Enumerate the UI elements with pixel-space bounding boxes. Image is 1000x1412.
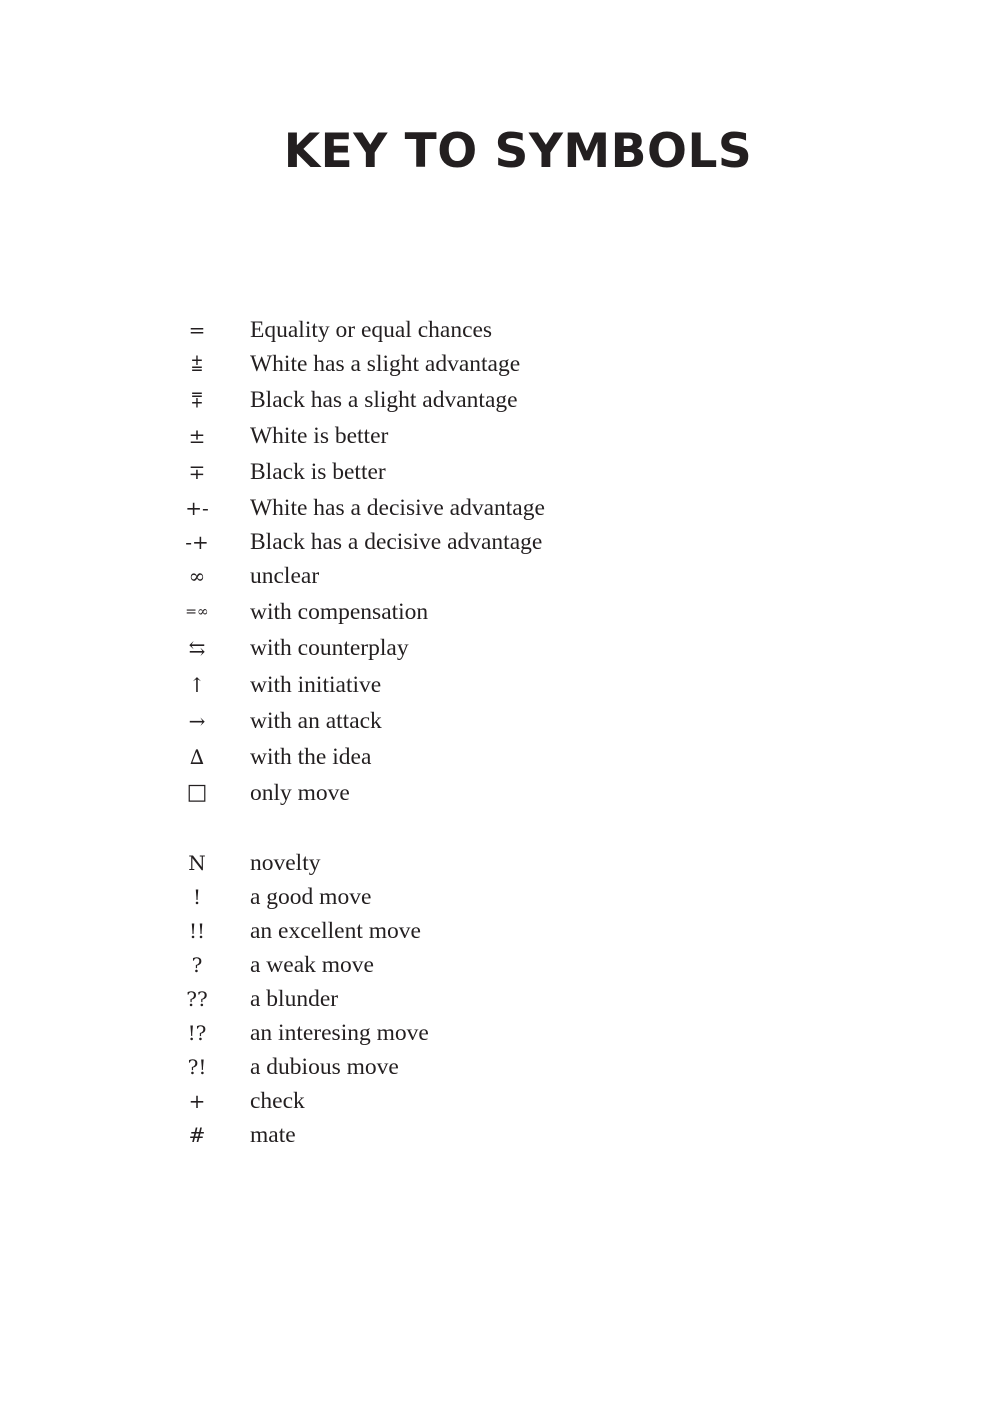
symbol-description: an interesing move	[250, 1020, 429, 1046]
arrow-up-icon: ↑	[188, 673, 206, 697]
good-move-symbol: !	[192, 885, 202, 909]
symbol-description: White is better	[250, 423, 389, 449]
white-slight-advantage-symbol: ⩲	[191, 352, 203, 376]
list-item	[0, 739, 700, 775]
black-decisive-advantage-symbol: -+	[185, 530, 209, 554]
symbol-description: with the idea	[250, 744, 372, 770]
compensation-symbol: =∞	[185, 604, 209, 620]
list-item	[0, 524, 700, 560]
list-item	[0, 594, 700, 630]
symbol-description: novelty	[250, 850, 321, 876]
white-better-symbol: ±	[188, 424, 206, 448]
list-item	[0, 558, 700, 594]
symbol-description: Black is better	[250, 459, 386, 485]
excellent-move-symbol: !!	[188, 919, 206, 943]
blunder-symbol: ??	[186, 987, 208, 1011]
list-item	[0, 845, 700, 881]
weak-move-symbol: ?	[191, 953, 203, 977]
equality-symbol: =	[188, 318, 206, 342]
list-item	[0, 1015, 700, 1051]
symbol-description: Equality or equal chances	[250, 317, 493, 343]
dubious-move-symbol: ?!	[187, 1055, 207, 1079]
list-item	[0, 947, 700, 983]
symbol-description: mate	[250, 1122, 296, 1148]
symbol-description: with counterplay	[250, 635, 409, 661]
white-decisive-advantage-symbol: +-	[185, 496, 209, 520]
list-item	[0, 981, 700, 1017]
symbol-description: a weak move	[250, 952, 374, 978]
symbol-description: check	[250, 1088, 305, 1114]
list-item	[0, 312, 700, 348]
symbol-description: White has a decisive advantage	[250, 495, 545, 521]
list-item	[0, 913, 700, 949]
black-slight-advantage-symbol: ⩱	[191, 388, 203, 412]
check-symbol: +	[188, 1089, 206, 1113]
list-item	[0, 667, 700, 703]
list-item	[0, 1083, 700, 1119]
symbol-description: only move	[250, 780, 350, 806]
interesting-move-symbol: !?	[187, 1021, 207, 1045]
page-title: KEY TO SYMBOLS	[283, 124, 753, 179]
list-item	[0, 346, 700, 382]
list-item	[0, 703, 700, 739]
list-item	[0, 454, 700, 490]
symbol-description: an excellent move	[250, 918, 421, 944]
unclear-symbol: ∞	[188, 564, 206, 588]
symbol-description: unclear	[250, 563, 320, 589]
symbol-description: Black has a slight advantage	[250, 387, 518, 413]
square-icon: □	[186, 780, 208, 805]
list-item	[0, 382, 700, 418]
arrow-right-icon: →	[188, 709, 206, 733]
symbol-description: Black has a decisive advantage	[250, 529, 543, 555]
black-better-symbol: ∓	[188, 460, 206, 484]
list-item	[0, 879, 700, 915]
list-item	[0, 1049, 700, 1085]
list-item	[0, 418, 700, 454]
list-item	[0, 775, 700, 811]
symbol-description: a dubious move	[250, 1054, 399, 1080]
delta-symbol: ∆	[190, 745, 204, 769]
symbol-description: a good move	[250, 884, 372, 910]
list-item	[0, 490, 700, 526]
symbol-description: a blunder	[250, 986, 339, 1012]
counterplay-symbol: ⇆	[188, 636, 206, 660]
list-item	[0, 1117, 700, 1153]
symbol-description: with an attack	[250, 708, 382, 734]
symbol-description: with initiative	[250, 672, 382, 698]
mate-symbol: #	[188, 1123, 206, 1147]
list-item	[0, 630, 700, 666]
symbol-description: White has a slight advantage	[250, 351, 521, 377]
novelty-symbol: N	[188, 851, 206, 875]
symbol-description: with compensation	[250, 599, 429, 625]
